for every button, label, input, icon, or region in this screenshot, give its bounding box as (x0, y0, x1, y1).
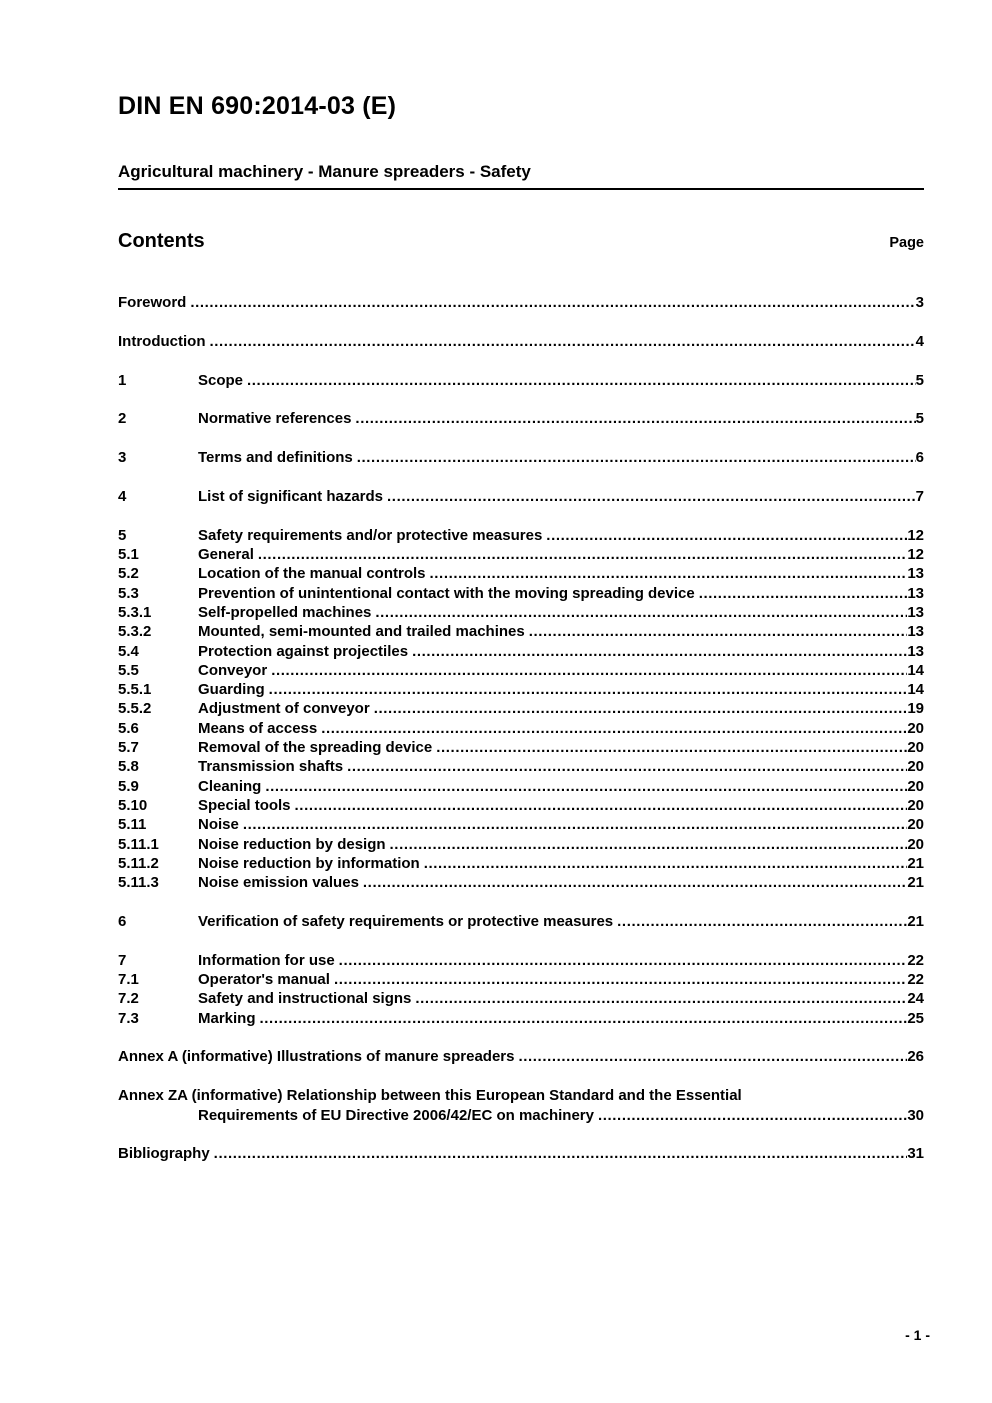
toc-entry-title-continued: Requirements of EU Directive 2006/42/EC on machinery (198, 1106, 594, 1124)
toc-entry (118, 699, 924, 718)
toc-entry-number: 5.10 (118, 796, 148, 814)
toc-entry-title: Foreword (118, 294, 187, 311)
toc-entry-title: Location of the manual controls (198, 565, 426, 583)
toc-entry-page: 20 (907, 835, 924, 853)
toc-entry-page: 13 (907, 584, 924, 602)
toc-entry-number: 7 (118, 951, 127, 969)
toc-entry-number: 5.3.1 (118, 603, 152, 621)
contents-header (118, 228, 924, 254)
toc-entry (118, 622, 924, 641)
toc-group (118, 448, 924, 467)
toc-entry-page: 13 (907, 603, 924, 621)
toc-entry-title: Verification of safety requirements or protective measures (198, 912, 614, 930)
toc-entry-page: 12 (907, 526, 924, 544)
toc-entry (118, 1009, 924, 1028)
toc-entry (118, 835, 924, 854)
toc-entry (118, 545, 924, 564)
toc-entry-page: 14 (907, 661, 924, 679)
toc-entry-number: 5.5 (118, 661, 139, 679)
toc-group (118, 487, 924, 506)
toc-entry-page: 30 (907, 1106, 924, 1124)
toc-entry-page: 20 (907, 777, 924, 795)
page-column-label: Page (889, 235, 924, 251)
page-footer (118, 1326, 930, 1344)
toc-entry-number: 4 (118, 487, 127, 505)
toc-entry (118, 738, 924, 757)
toc-leader-dots (598, 1106, 907, 1125)
toc-entry (118, 1144, 924, 1163)
toc-leader-dots (430, 564, 908, 583)
toc-entry-page: 13 (907, 623, 924, 641)
toc-entry (118, 777, 924, 796)
toc-entry-page: 19 (907, 700, 924, 718)
toc-leader-dots (347, 757, 907, 776)
toc-leader-dots (339, 951, 908, 970)
toc-entry-title: Operator's manual (198, 971, 330, 989)
toc-entry-title: Noise emission values (198, 874, 359, 892)
toc-entry (118, 642, 924, 661)
toc-entry (118, 719, 924, 738)
toc-entry-title: Information for use (198, 951, 335, 969)
toc-leader-dots (260, 1009, 908, 1028)
toc-entry-page: 25 (907, 1009, 924, 1027)
toc-entry (118, 951, 924, 970)
toc-entry-page: 20 (907, 739, 924, 757)
toc-entry-number: 5 (118, 526, 127, 544)
toc-entry-title: Removal of the spreading device (198, 739, 433, 757)
toc-entry-title: Annex ZA (informative) Relationship between this European Standard and the Essential (118, 1087, 742, 1105)
toc-leader-dots (258, 545, 907, 564)
toc-group (118, 951, 924, 1028)
contents-heading: Contents (118, 230, 205, 252)
toc-leader-dots (363, 873, 907, 892)
toc-entry-number: 5.9 (118, 777, 139, 795)
toc-leader-dots (321, 719, 907, 738)
toc-entry-page: 24 (907, 990, 924, 1008)
toc-entry-title: Normative references (198, 410, 352, 428)
toc-entry-number: 6 (118, 912, 127, 930)
toc-entry-title: Marking (198, 1009, 256, 1027)
toc-entry-number: 5.5.2 (118, 700, 152, 718)
toc-entry (118, 757, 924, 776)
toc-entry-number: 5.7 (118, 739, 139, 757)
toc-entry-page: 14 (907, 681, 924, 699)
footer-page-number: - 1 - (905, 1327, 930, 1343)
toc-entry-number: 5.5.1 (118, 681, 152, 699)
toc-entry (118, 854, 924, 873)
toc-entry-page: 31 (907, 1145, 924, 1163)
toc-entry (118, 526, 924, 545)
toc-entry (118, 564, 924, 583)
toc-entry (118, 970, 924, 989)
toc-entry-number: 5.11 (118, 816, 147, 834)
toc-entry-title: Safety requirements and/or protective measures (198, 526, 543, 544)
toc-leader-dots (436, 738, 907, 757)
toc-entry-title: Prevention of unintentional contact with the moving spreading device (198, 584, 695, 602)
toc-entry (118, 1086, 924, 1105)
table-of-contents (118, 293, 924, 1164)
toc-entry-number: 5.2 (118, 565, 139, 583)
toc-leader-dots (617, 912, 907, 931)
toc-group (118, 409, 924, 428)
toc-entry-page: 20 (907, 796, 924, 814)
toc-entry-title: Cleaning (198, 777, 262, 795)
toc-entry-title: Mounted, semi-mounted and trailed machines (198, 623, 525, 641)
toc-entry-page: 5 (915, 410, 924, 428)
toc-leader-dots (243, 815, 907, 834)
toc-group (118, 293, 924, 312)
toc-entry-page: 20 (907, 719, 924, 737)
toc-entry-title: List of significant hazards (198, 487, 384, 505)
toc-group (118, 1047, 924, 1066)
toc-leader-dots (375, 603, 907, 622)
toc-leader-dots (518, 1047, 907, 1066)
toc-entry (118, 912, 924, 931)
toc-entry (118, 796, 924, 815)
toc-entry-number: 5.6 (118, 719, 139, 737)
toc-leader-dots (357, 448, 916, 467)
toc-entry (118, 661, 924, 680)
toc-leader-dots (209, 332, 915, 351)
toc-entry-page: 20 (907, 816, 924, 834)
toc-leader-dots (334, 970, 907, 989)
toc-entry (118, 293, 924, 312)
toc-entry-page: 7 (915, 487, 924, 505)
toc-leader-dots (546, 526, 907, 545)
toc-entry-title: Scope (198, 371, 244, 389)
toc-entry-page: 22 (907, 951, 924, 969)
toc-entry-page: 21 (907, 874, 924, 892)
toc-entry-page: 3 (915, 294, 924, 311)
toc-entry-page: 13 (907, 565, 924, 583)
toc-entry-title: Conveyor (198, 661, 268, 679)
toc-entry-number: 1 (118, 371, 127, 389)
toc-entry-page: 22 (907, 971, 924, 989)
toc-leader-dots (415, 989, 907, 1008)
toc-leader-dots (271, 661, 907, 680)
toc-group (118, 1086, 924, 1125)
toc-leader-dots (269, 680, 908, 699)
toc-entry-number: 7.3 (118, 1009, 139, 1027)
toc-leader-dots (247, 371, 916, 390)
toc-entry (118, 873, 924, 892)
toc-entry-title: Self-propelled machines (198, 603, 372, 621)
toc-entry-number: 5.11.2 (118, 854, 159, 872)
toc-entry-title: Means of access (198, 719, 318, 737)
toc-entry-title: Introduction (118, 332, 206, 350)
toc-entry (118, 815, 924, 834)
toc-entry-title: Guarding (198, 681, 265, 699)
toc-entry-page: 20 (907, 758, 924, 776)
toc-leader-dots (529, 622, 908, 641)
toc-leader-dots (699, 584, 908, 603)
toc-entry (118, 448, 924, 467)
toc-entry-page: 5 (915, 371, 924, 389)
toc-leader-dots (355, 409, 915, 428)
toc-entry-page: 26 (907, 1048, 924, 1066)
toc-entry-number: 7.1 (118, 971, 139, 989)
toc-leader-dots (214, 1144, 908, 1163)
toc-entry (118, 1047, 924, 1066)
toc-entry (118, 371, 924, 390)
toc-entry-title: Safety and instructional signs (198, 990, 412, 1008)
toc-entry (118, 989, 924, 1008)
toc-group (118, 1144, 924, 1163)
toc-entry (118, 332, 924, 351)
toc-entry-title: Terms and definitions (198, 449, 353, 467)
toc-entry-number: 3 (118, 449, 127, 467)
toc-leader-dots (424, 854, 908, 873)
toc-entry-title: Protection against projectiles (198, 642, 409, 660)
toc-entry-title: Bibliography (118, 1145, 210, 1163)
toc-entry-number: 5.3.2 (118, 623, 152, 641)
toc-group (118, 332, 924, 351)
toc-leader-dots (295, 796, 908, 815)
toc-leader-dots (390, 835, 908, 854)
doc-number: DIN EN 690:2014-03 (E) (118, 92, 397, 120)
toc-group (118, 526, 924, 893)
toc-entry (118, 680, 924, 699)
toc-entry-title: Noise reduction by information (198, 854, 420, 872)
toc-leader-dots (190, 293, 915, 312)
doc-title: Agricultural machinery - Manure spreaders - Safety (118, 162, 531, 181)
doc-title-rule (118, 161, 924, 190)
toc-leader-dots (412, 642, 907, 661)
toc-entry-number: 5.4 (118, 642, 139, 660)
toc-entry-title: Special tools (198, 796, 291, 814)
toc-entry-number: 5.3 (118, 584, 139, 602)
toc-leader-dots (265, 777, 907, 796)
toc-entry-page: 13 (907, 642, 924, 660)
toc-entry-page: 21 (907, 854, 924, 872)
toc-entry (118, 603, 924, 622)
toc-entry-page: 12 (907, 546, 924, 564)
toc-entry (118, 409, 924, 428)
toc-leader-dots (387, 487, 916, 506)
toc-entry-number: 5.1 (118, 546, 139, 564)
toc-entry-title: Annex A (informative) Illustrations of manure spreaders (118, 1048, 515, 1066)
toc-group (118, 912, 924, 931)
toc-entry-number: 5.11.1 (118, 835, 159, 853)
toc-entry-number: 7.2 (118, 990, 139, 1008)
toc-group (118, 371, 924, 390)
toc-entry-page: 4 (915, 332, 924, 350)
toc-entry-title: Noise reduction by design (198, 835, 386, 853)
toc-entry-page: 6 (915, 449, 924, 467)
toc-entry-number: 2 (118, 410, 127, 428)
toc-entry (118, 487, 924, 506)
toc-entry-title: Adjustment of conveyor (198, 700, 370, 718)
toc-entry-continuation (198, 1106, 924, 1125)
toc-entry-number: 5.8 (118, 758, 139, 776)
toc-entry-title: General (198, 546, 254, 564)
toc-entry-number: 5.11.3 (118, 874, 159, 892)
toc-entry-title: Noise (198, 816, 239, 834)
toc-entry-page: 21 (907, 912, 924, 930)
toc-leader-dots (374, 699, 908, 718)
toc-entry (118, 584, 924, 603)
toc-entry-title: Transmission shafts (198, 758, 344, 776)
